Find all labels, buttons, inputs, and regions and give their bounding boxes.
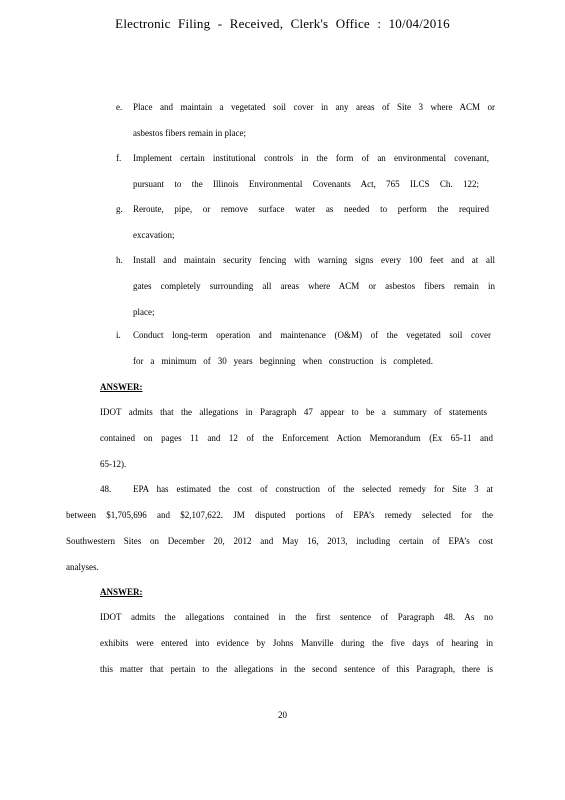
answer-line: 65-12).	[100, 459, 127, 469]
list-letter-e: e.	[116, 102, 123, 112]
list-line: Install and maintain security fencing with warning signs every 100 feet and at all	[133, 255, 495, 265]
answer-heading: ANSWER:	[100, 382, 143, 392]
list-line: place;	[133, 307, 155, 317]
filing-header: Electronic Filing - Received, Clerk's Office : 10/04/2016	[115, 16, 450, 31]
paragraph-line: EPA has estimated the cost of construction of the selected remedy for Site 3 at	[133, 484, 493, 494]
list-letter-i: i.	[116, 330, 121, 340]
list-letter-g: g.	[116, 204, 123, 214]
paragraph-line: Southwestern Sites on December 20, 2012 and May 16, 2013, including certain of EPA’s cost	[66, 536, 493, 546]
list-line: Conduct long-term operation and maintenance (O&M) of the vegetated soil cover	[133, 330, 491, 340]
answer-heading: ANSWER:	[100, 587, 143, 597]
list-line: Reroute, pipe, or remove surface water as needed to perform the required	[133, 204, 489, 214]
paragraph-number: 48.	[100, 484, 112, 494]
answer-line: this matter that pertain to the allegations in the second sentence of this Paragraph, there is	[100, 664, 493, 674]
list-line: asbestos fibers remain in place;	[133, 128, 246, 138]
page-number: 20	[278, 710, 287, 720]
list-line: Implement certain institutional controls in the form of an environmental covenant,	[133, 153, 489, 163]
paragraph-line: between $1,705,696 and $2,107,622. JM disputed portions of EPA’s remedy selected for the	[66, 510, 493, 520]
list-letter-h: h.	[116, 255, 123, 265]
list-line: pursuant to the Illinois Environmental Covenants Act, 765 ILCS Ch. 122;	[133, 179, 479, 189]
list-line: excavation;	[133, 230, 175, 240]
answer-line: IDOT admits the allegations contained in the first sentence of Paragraph 48. As no	[100, 612, 493, 622]
answer-line: exhibits were entered into evidence by Johns Manville during the five days of hearing in	[100, 638, 493, 648]
list-line: Place and maintain a vegetated soil cover in any areas of Site 3 where ACM or	[133, 102, 495, 112]
paragraph-line: analyses.	[66, 562, 99, 572]
list-letter-f: f.	[116, 153, 122, 163]
list-line: gates completely surrounding all areas where ACM or asbestos fibers remain in	[133, 281, 495, 291]
list-line: for a minimum of 30 years beginning when construction is completed.	[133, 356, 433, 366]
answer-line: IDOT admits that the allegations in Paragraph 47 appear to be a summary of statements	[100, 407, 487, 417]
answer-line: contained on pages 11 and 12 of the Enforcement Action Memorandum (Ex 65-11 and	[100, 433, 493, 443]
